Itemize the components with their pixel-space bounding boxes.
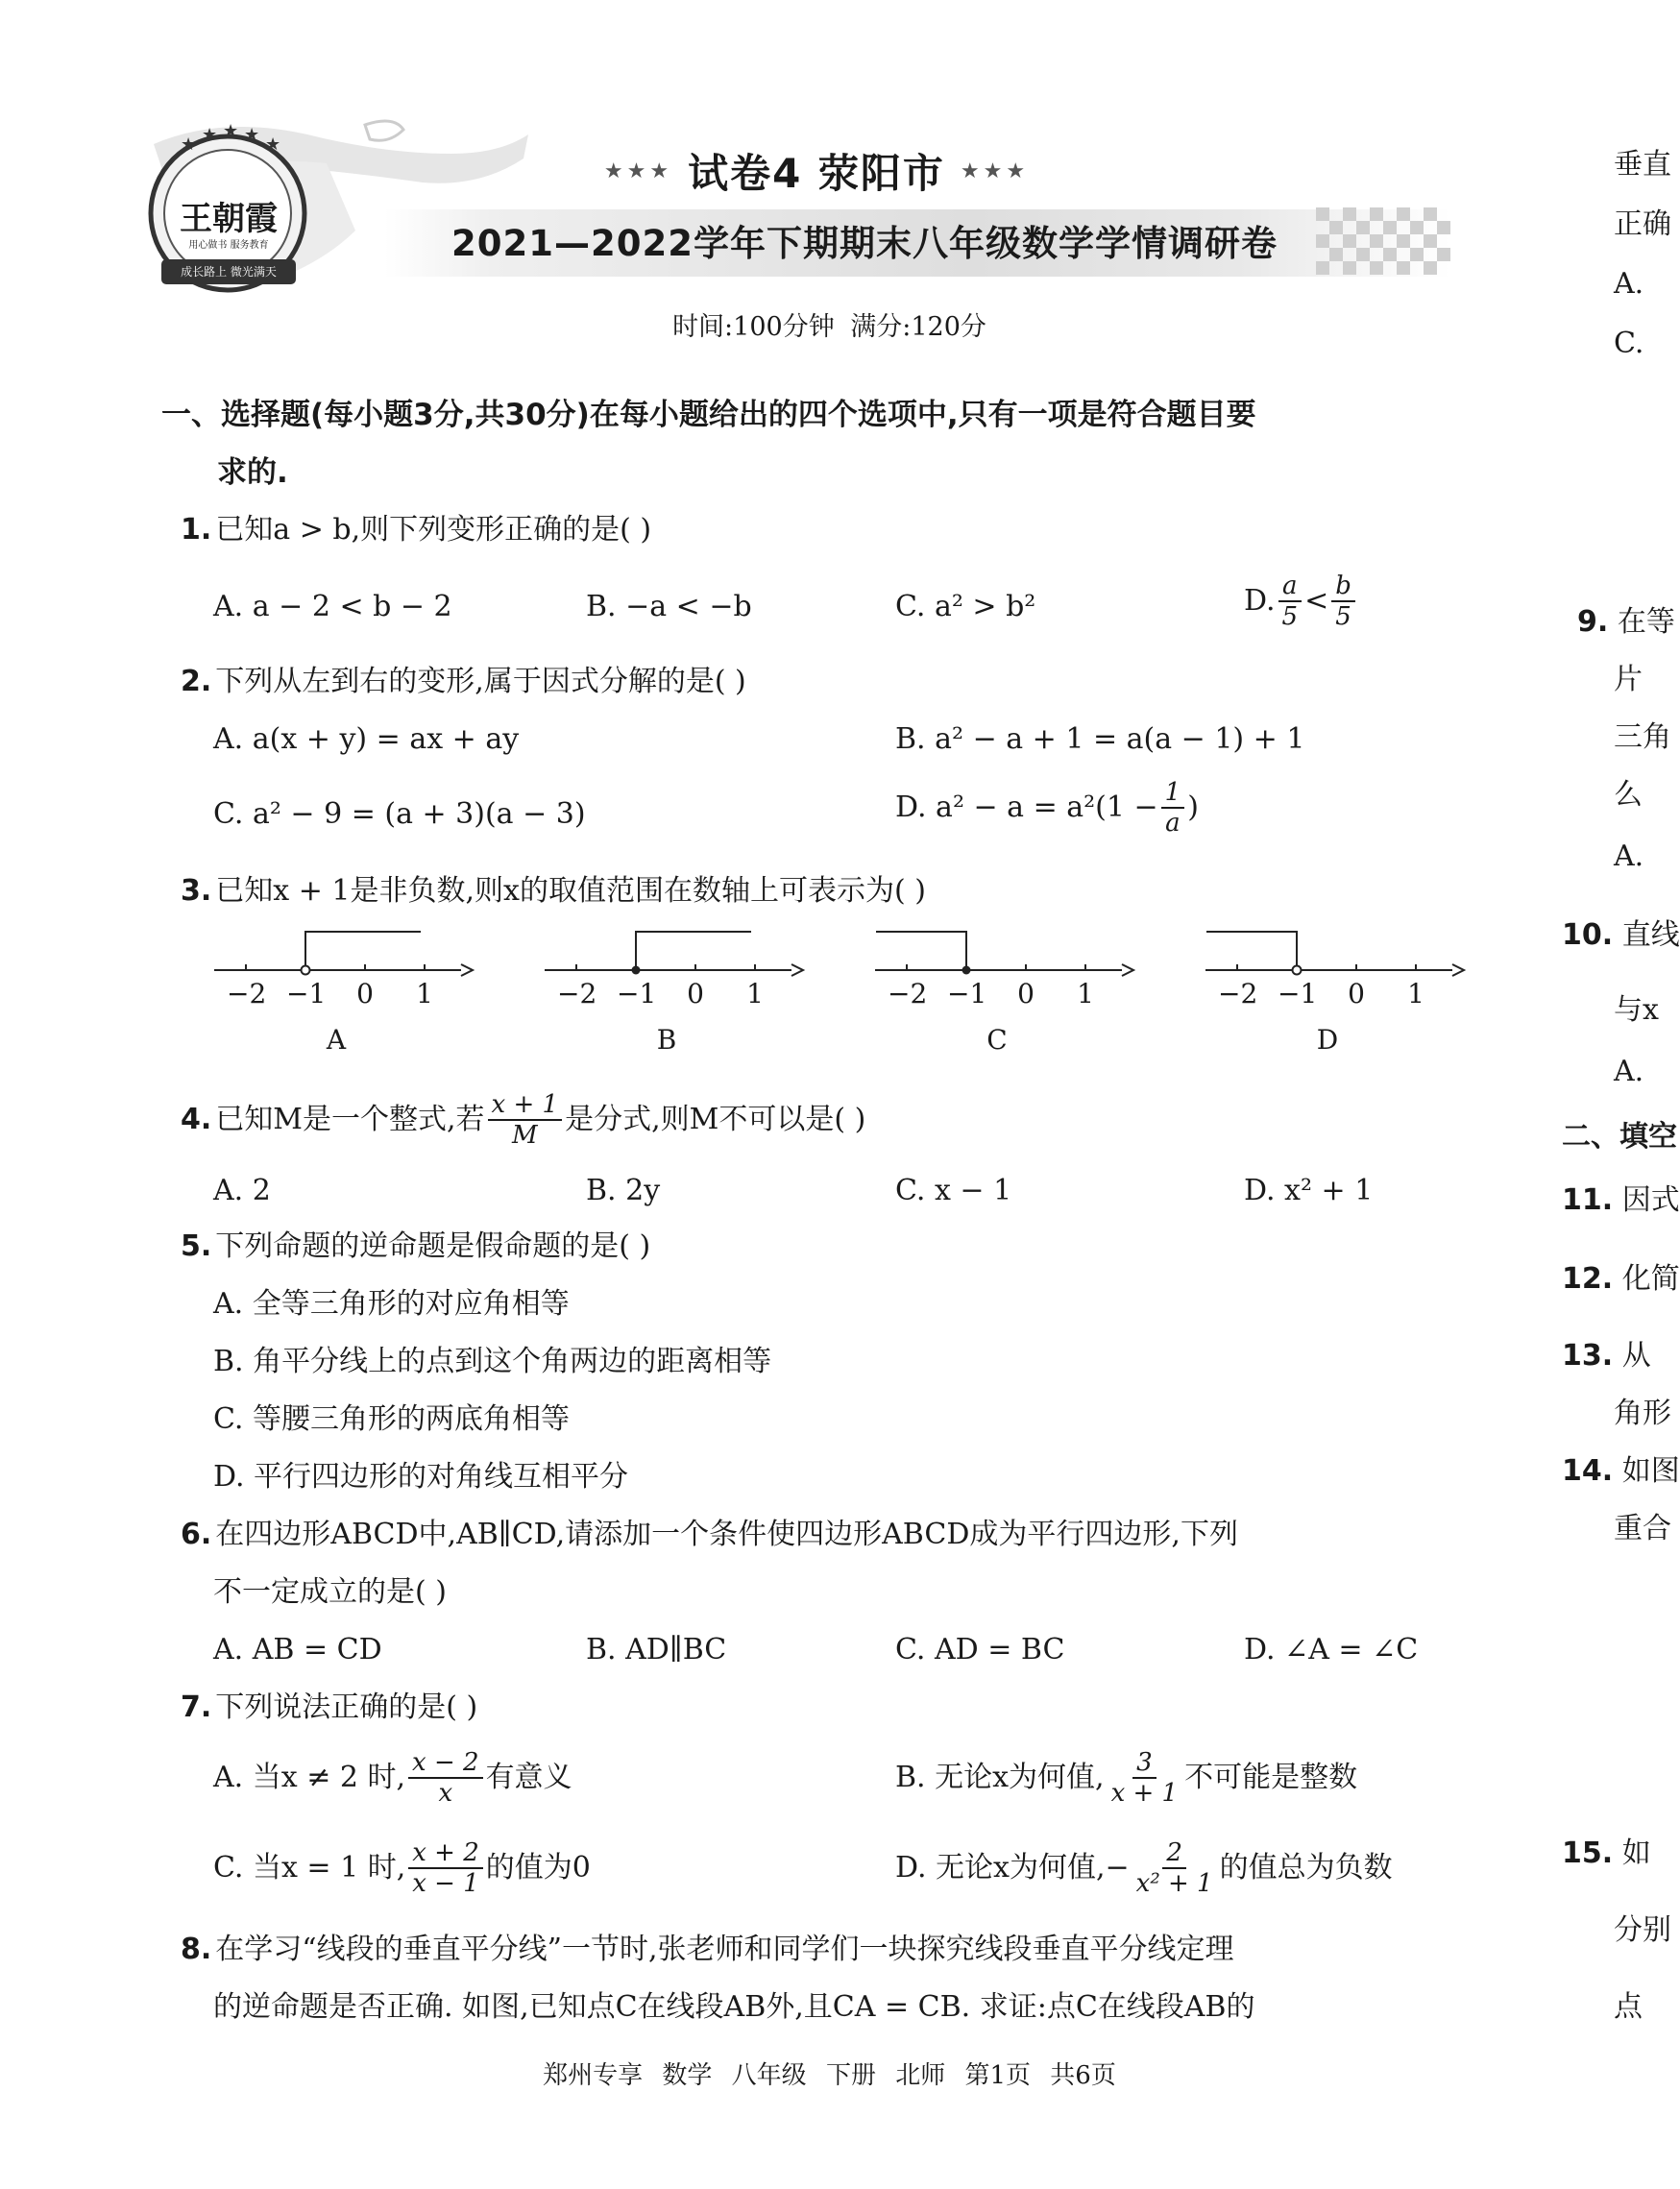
denominator: x <box>438 1779 453 1808</box>
question-7 <box>181 1687 477 1729</box>
question-2 <box>181 661 746 703</box>
q13-fragment <box>1562 1335 1659 1377</box>
fragment-text: 直线 <box>1621 918 1680 952</box>
q3-option-b-label: B <box>656 1024 677 1056</box>
page-footer: 郑州专享 数学 八年级 下册 北师 第1页 共6页 <box>543 2061 1116 2090</box>
q14-fragment <box>1562 1450 1680 1493</box>
q4-option-b: B. 2y <box>586 1174 661 1207</box>
question-stem: 已知a > b,则下列变形正确的是( ) <box>215 513 652 547</box>
q5-option-b: B. 角平分线上的点到这个角两边的距离相等 <box>213 1345 772 1378</box>
question-stem: 下列说法正确的是( ) <box>215 1690 478 1724</box>
option-prefix: D. a² − a = a²(1 − <box>895 790 1158 824</box>
logo-slogan-top: 用心做书 服务教育 <box>188 240 269 251</box>
next-page-fragment: C. <box>1614 327 1644 360</box>
q7-option-b <box>895 1748 1357 1808</box>
svg-text:★: ★ <box>202 125 218 145</box>
option-prefix: D. <box>1244 584 1276 618</box>
logo-name: 王朝霞 <box>180 200 278 238</box>
q3-option-a-label: A <box>326 1024 347 1056</box>
numerator: 1 <box>1161 778 1185 809</box>
q2-option-c: C. a² − 9 = (a + 3)(a − 3) <box>213 797 586 831</box>
tick-label: −2 <box>1218 978 1258 1009</box>
q1-option-b: B. −a < −b <box>586 590 752 623</box>
q1-option-c: C. a² > b² <box>895 590 1036 623</box>
q15-fragment <box>1562 1833 1659 1875</box>
q6-option-d: D. ∠A = ∠C <box>1244 1633 1419 1666</box>
q5-option-d: D. 平行四边形的对角线互相平分 <box>213 1460 629 1494</box>
tick-label: −1 <box>1278 978 1318 1009</box>
tick-label: 0 <box>1017 978 1035 1009</box>
denominator: a <box>1165 809 1181 838</box>
q6-option-b: B. AD∥BC <box>586 1633 727 1666</box>
fraction <box>408 1838 483 1898</box>
option-prefix: A. 当x ≠ 2 时, <box>213 1761 406 1794</box>
checker-pattern-decoration <box>1316 207 1450 279</box>
question-number: 3. <box>181 874 212 908</box>
svg-text:★: ★ <box>265 134 281 155</box>
question-number: 4. <box>181 1103 212 1136</box>
numerator: 2 <box>1162 1838 1186 1869</box>
q9-fragment <box>1577 601 1675 644</box>
question-stem-line1: 在四边形ABCD中,AB∥CD,请添加一个条件使四边形ABCD成为平行四边形,下列 <box>215 1518 1238 1551</box>
option-suffix: 的值总为负数 <box>1219 1851 1393 1885</box>
tick-label: 0 <box>1348 978 1365 1009</box>
question-number: 15. <box>1562 1836 1614 1870</box>
question-8 <box>181 1929 1234 1971</box>
denominator: M <box>512 1121 538 1150</box>
q15-fragment: 分别 <box>1614 1913 1671 1947</box>
question-stem: 下列命题的逆命题是假命题的是( ) <box>215 1229 651 1263</box>
q13-fragment: 角形 <box>1614 1397 1671 1430</box>
q7-option-a <box>213 1748 572 1808</box>
q10-fragment: 与x <box>1614 993 1659 1027</box>
question-stem: 下列从左到右的变形,属于因式分解的是( ) <box>215 665 746 698</box>
question-8-line2: 的逆命题是否正确. 如图,已知点C在线段AB外,且CA = CB. 求证:点C在线段AB的 <box>213 1990 1255 2024</box>
svg-text:★: ★ <box>244 125 260 145</box>
option-prefix: C. 当x = 1 时, <box>213 1851 406 1885</box>
section2-fragment: 二、填空 <box>1562 1120 1677 1154</box>
fraction <box>1331 572 1355 631</box>
q2-option-d <box>895 778 1199 838</box>
numerator: x − 2 <box>408 1748 483 1779</box>
q3-option-d-label: D <box>1316 1024 1339 1056</box>
numerator: 3 <box>1132 1748 1157 1779</box>
operator: < <box>1304 584 1329 618</box>
question-number: 11. <box>1562 1183 1614 1217</box>
tick-label: 1 <box>746 978 764 1009</box>
option-prefix: B. 无论x为何值, <box>895 1761 1105 1794</box>
question-number: 8. <box>181 1933 212 1966</box>
question-number: 6. <box>181 1518 212 1551</box>
q7-option-d <box>895 1838 1393 1898</box>
tick-label: −1 <box>286 978 327 1009</box>
question-6 <box>181 1514 1238 1556</box>
q14-fragment: 重合 <box>1614 1512 1671 1545</box>
tick-label: 1 <box>416 978 433 1009</box>
q3-option-c-label: C <box>986 1024 1008 1056</box>
title-stars-left: ★★★ <box>603 158 673 183</box>
fragment-text: 从 <box>1621 1339 1651 1373</box>
q6-option-a: A. AB = CD <box>213 1633 382 1666</box>
q7-option-c <box>213 1838 591 1898</box>
tick-label: −2 <box>557 978 597 1009</box>
q9-fragment: A. <box>1614 839 1644 873</box>
numerator: x + 2 <box>408 1838 483 1869</box>
tick-label: 1 <box>1077 978 1094 1009</box>
tick-label: −1 <box>947 978 987 1009</box>
q10-fragment <box>1562 914 1680 957</box>
question-5 <box>181 1226 650 1268</box>
fragment-text: 在等 <box>1617 605 1675 639</box>
fragment-text: 化简 <box>1621 1262 1680 1296</box>
fraction <box>1278 572 1303 631</box>
tick-label: −2 <box>227 978 267 1009</box>
next-page-fragment: 正确 <box>1614 207 1671 241</box>
question-number: 9. <box>1577 605 1609 639</box>
question-stem-part2: 是分式,则M不可以是( ) <box>565 1103 866 1136</box>
fraction <box>1132 1838 1217 1898</box>
option-suffix: 的值为0 <box>485 1851 591 1885</box>
tick-label: 0 <box>687 978 704 1009</box>
fraction <box>1161 778 1185 838</box>
option-suffix: ) <box>1187 790 1199 824</box>
q11-fragment <box>1562 1180 1680 1222</box>
question-number: 5. <box>181 1229 212 1263</box>
q9-fragment: 么 <box>1614 778 1643 812</box>
paper-title-line <box>567 142 1066 200</box>
denominator: x² + 1 <box>1135 1869 1213 1898</box>
q12-fragment <box>1562 1258 1680 1301</box>
fraction <box>488 1090 563 1150</box>
question-number: 1. <box>181 513 212 547</box>
denominator: 5 <box>1335 602 1351 631</box>
title-stars-right: ★★★ <box>960 158 1030 183</box>
q1-option-d <box>1244 572 1358 631</box>
fragment-text: 因式 <box>1621 1183 1680 1217</box>
q9-fragment: 片 <box>1614 663 1643 696</box>
question-1 <box>181 509 651 551</box>
tick-label: −1 <box>617 978 657 1009</box>
q9-fragment: 三角 <box>1614 720 1671 754</box>
svg-text:★: ★ <box>223 121 239 141</box>
question-number: 7. <box>181 1690 212 1724</box>
tick-label: −2 <box>888 978 928 1009</box>
exam-info: 时间:100分钟 满分:120分 <box>672 312 986 342</box>
logo-slogan-bottom: 成长路上 微光满天 <box>181 265 277 279</box>
q2-option-b: B. a² − a + 1 = a(a − 1) + 1 <box>895 722 1305 756</box>
question-stem-part1: 已知M是一个整式,若 <box>215 1103 485 1136</box>
option-prefix: D. 无论x为何值,− <box>895 1851 1130 1885</box>
section1-heading-line2: 求的. <box>217 455 288 490</box>
q4-option-a: A. 2 <box>213 1174 271 1207</box>
denominator: x + 1 <box>1110 1779 1179 1808</box>
q4-option-d: D. x² + 1 <box>1244 1174 1374 1207</box>
question-stem-line1: 在学习“线段的垂直平分线”一节时,张老师和同学们一块探究线段垂直平分线定理 <box>215 1933 1234 1966</box>
fragment-text: 如 <box>1621 1836 1651 1870</box>
fragment-text: 如图 <box>1621 1454 1680 1488</box>
option-suffix: 有意义 <box>485 1761 572 1794</box>
question-number: 2. <box>181 665 212 698</box>
q2-option-a: A. a(x + y) = ax + ay <box>213 722 520 756</box>
denominator: 5 <box>1281 602 1299 631</box>
q10-fragment: A. <box>1614 1055 1644 1088</box>
q5-option-a: A. 全等三角形的对应角相等 <box>213 1287 570 1321</box>
next-page-fragment: 垂直 <box>1614 148 1671 182</box>
question-number: 13. <box>1562 1339 1614 1373</box>
denominator: x − 1 <box>412 1869 479 1898</box>
q4-option-c: C. x − 1 <box>895 1174 1012 1207</box>
numerator: b <box>1331 572 1355 602</box>
q15-fragment: 点 <box>1614 1990 1643 2024</box>
question-stem: 已知x + 1是非负数,则x的取值范围在数轴上可表示为( ) <box>215 874 926 908</box>
paper-subtitle: 2021—2022学年下期期末八年级数学学情调研卷 <box>451 223 1278 264</box>
option-suffix: 不可能是整数 <box>1184 1761 1358 1794</box>
q5-option-c: C. 等腰三角形的两底角相等 <box>213 1402 570 1436</box>
q6-option-c: C. AD = BC <box>895 1633 1065 1666</box>
q1-option-a: A. a − 2 < b − 2 <box>213 590 452 623</box>
question-number: 10. <box>1562 918 1614 952</box>
question-number: 12. <box>1562 1262 1614 1296</box>
section1-heading-line1: 一、选择题(每小题3分,共30分)在每小题给出的四个选项中,只有一项是符合题目要 <box>161 398 1256 432</box>
tick-label: 1 <box>1407 978 1424 1009</box>
fraction <box>1108 1748 1182 1808</box>
next-page-fragment: A. <box>1614 267 1644 301</box>
question-6-line2: 不一定成立的是( ) <box>213 1575 447 1609</box>
question-number: 14. <box>1562 1454 1614 1488</box>
numerator: x + 1 <box>488 1090 563 1121</box>
tick-label: 0 <box>356 978 374 1009</box>
question-4 <box>181 1090 865 1150</box>
question-3 <box>181 870 926 912</box>
numerator: a <box>1278 572 1302 602</box>
paper-title: 试卷4 荥阳市 <box>688 150 945 197</box>
fraction <box>408 1748 483 1808</box>
svg-text:★: ★ <box>181 134 197 155</box>
